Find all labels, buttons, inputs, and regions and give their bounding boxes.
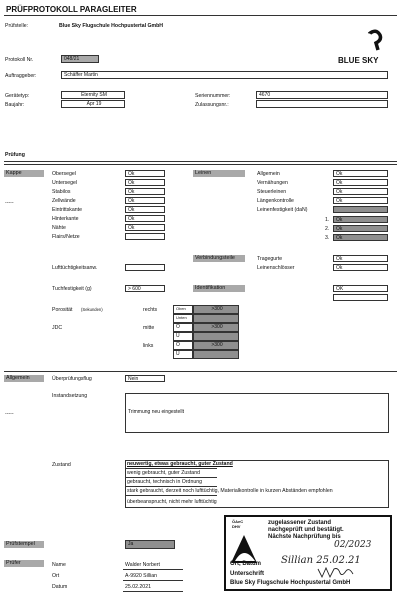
leinen-item-label: Vernähungen bbox=[257, 180, 288, 186]
leinen-item-value: Ok bbox=[333, 188, 388, 195]
pruefstempel-section: Prüfstempel bbox=[4, 541, 44, 548]
leinen-item-value: Ok bbox=[333, 170, 388, 177]
allgemein-section: Allgemein bbox=[4, 375, 44, 382]
por-value-empty bbox=[193, 350, 239, 359]
stamp-line1: zugelassener Zustand bbox=[268, 520, 332, 526]
leinenfestigkeit-value: Ok bbox=[333, 234, 388, 241]
oeac-label: ÖAeC bbox=[232, 519, 244, 524]
approval-stamp bbox=[224, 515, 392, 591]
kappe-item-label: Stabilos bbox=[52, 189, 71, 195]
baujahr-value: Apr 19 bbox=[61, 100, 125, 108]
seriennummer-value: 4670 bbox=[256, 91, 388, 99]
lufttuechtigkeit-value bbox=[125, 264, 165, 271]
stamp-line2: nachgeprüft und bestätigt. bbox=[268, 527, 344, 533]
por-u: U bbox=[173, 350, 193, 359]
por-value: >300 bbox=[193, 323, 239, 332]
pos-mitte: mitte bbox=[143, 325, 155, 331]
pos-rechts: rechts bbox=[143, 307, 158, 313]
protokoll-label: Protokoll Nr. bbox=[5, 57, 34, 63]
zustand-label: Zustand bbox=[52, 462, 71, 468]
leinen-item-label: Längenkontrolle bbox=[257, 198, 294, 204]
pruefer-ort-value: A-9920 Sillian bbox=[125, 573, 158, 579]
seriennummer-label: Seriennummer: bbox=[195, 93, 231, 99]
stamp-footer: Blue Sky Flugschule Hochpustertal GmbH bbox=[230, 580, 351, 586]
pruefer-datum-value: 25.02.2021 bbox=[125, 584, 151, 590]
pruefer-name-label: Name bbox=[52, 562, 66, 568]
dhv-label: DHV bbox=[232, 524, 241, 529]
kappe-item-value: Ok bbox=[125, 170, 165, 177]
instandsetzung-label: Instandsetzung bbox=[52, 393, 88, 399]
leinen-item-label: Steuerleinen bbox=[257, 189, 287, 195]
kappe-item-label: Nähte bbox=[52, 225, 66, 231]
oeac-seal-icon bbox=[229, 531, 259, 565]
ueberpruefungsflug-label: Überprüfungsflug bbox=[52, 376, 92, 382]
baujahr-label: Baujahr: bbox=[5, 102, 25, 108]
leinenschloesser-label: Leinenschlösser bbox=[257, 265, 295, 271]
leinen-item-value: Ok bbox=[333, 179, 388, 186]
leinen-item-value: Ok bbox=[333, 197, 388, 204]
geraetetyp-label: Gerätetyp: bbox=[5, 93, 30, 99]
pruefstelle-label: Prüfstelle: bbox=[5, 23, 29, 29]
instandsetzung-value: Trimmung neu eingestellt bbox=[125, 393, 389, 433]
porositaet-label: Porosität bbox=[52, 307, 73, 313]
kappe-item-value bbox=[125, 233, 165, 240]
page-title: PRÜFPROTOKOLL PARAGLEITER bbox=[6, 5, 137, 14]
kappe-item-label: Flairs/Netze bbox=[52, 234, 80, 240]
leinenfestigkeit-label: Leinenfestigkeit (daN) bbox=[257, 207, 308, 213]
leinenfestigkeit-num: 2. bbox=[325, 226, 330, 232]
protokoll-value: 048/21 bbox=[61, 55, 99, 63]
geraetetyp-value: Eternity SM bbox=[61, 91, 125, 99]
leinenfestigkeit-num: 3. bbox=[325, 235, 330, 241]
kappe-section: Kappe bbox=[4, 170, 44, 177]
por-o: O bbox=[173, 323, 193, 332]
instandsetzung-dash: ----- bbox=[5, 411, 14, 417]
porositaet-unit: (Sekunden) bbox=[81, 307, 103, 312]
pos-links: links bbox=[143, 343, 154, 349]
next-check-date: 02/2023 bbox=[334, 540, 372, 550]
stamp-line3: Nächste Nachprüfung bis bbox=[268, 534, 341, 540]
ueberpruefungsflug-value: Nein bbox=[125, 375, 165, 382]
por-u: Unten bbox=[173, 314, 193, 323]
kappe-item-label: Obersegel bbox=[52, 171, 76, 177]
pruefer-name-value: Walder Norbert bbox=[125, 562, 160, 568]
blue-sky-logo bbox=[336, 26, 392, 66]
ort-datum-handwritten: Sillian 25.02.21 bbox=[281, 555, 361, 566]
zustand-option-selected: neuwertig, etwas gebraucht, guter Zustand bbox=[127, 461, 233, 467]
tragegurte-label: Tragegurte bbox=[257, 256, 283, 262]
kappe-item-value: Ok bbox=[125, 224, 165, 231]
leinenfestigkeit-header bbox=[333, 206, 388, 213]
zustand-option: wenig gebraucht, guter Zustand bbox=[127, 470, 200, 476]
por-o: O bbox=[173, 341, 193, 350]
por-value-empty bbox=[193, 332, 239, 341]
pruefer-section: Prüfer bbox=[4, 560, 44, 567]
leinenfestigkeit-value: Ok bbox=[333, 216, 388, 223]
kappe-item-value: Ok bbox=[125, 197, 165, 204]
kappe-item-label: Eintrittskante bbox=[52, 207, 82, 213]
zustand-option: überbeansprucht, nicht mehr lufttüchtig bbox=[127, 499, 217, 505]
por-value-empty bbox=[193, 314, 239, 323]
leinenfestigkeit-num: 1. bbox=[325, 217, 330, 223]
kappe-item-value: Ok bbox=[125, 179, 165, 186]
pruefstelle-value: Blue Sky Flugschule Hochpustertal GmbH bbox=[59, 23, 164, 29]
pruefung-heading: Prüfung bbox=[5, 152, 25, 158]
leinen-item-label: Allgemein bbox=[257, 171, 280, 177]
auftraggeber-label: Auftraggeber: bbox=[5, 73, 37, 79]
zustand-option: gebraucht, technisch in Ordnung bbox=[127, 479, 202, 485]
ort-datum-label: Ort, Datum bbox=[230, 561, 262, 567]
verbindungsteile-section: Verbindungsteile bbox=[193, 255, 245, 262]
kappe-item-label: Zellwände bbox=[52, 198, 76, 204]
leinenfestigkeit-value: Ok bbox=[333, 225, 388, 232]
lufttuechtigkeit-label: Lufttüchtigkeitsanw. bbox=[52, 265, 98, 271]
tuchfestigkeit-label: Tuchfestigkeit (g) bbox=[52, 286, 92, 292]
leinenschloesser-value: Ok bbox=[333, 264, 388, 271]
por-u: U bbox=[173, 332, 193, 341]
zustand-option: stark gebraucht, derzeit noch lufttüchtig, Materialkontrolle in kurzen Abständen empfohlen bbox=[127, 488, 333, 494]
por-value: >300 bbox=[193, 341, 239, 350]
zulassungsnr-value bbox=[256, 100, 388, 108]
kappe-item-value: Ok bbox=[125, 206, 165, 213]
identifikation-section: Identifikation bbox=[193, 285, 245, 292]
pruefer-datum-label: Datum bbox=[52, 584, 68, 590]
kappe-item-label: Untersegel bbox=[52, 180, 78, 186]
tragegurte-value: Ok bbox=[333, 255, 388, 262]
kappe-item-label: Hinterkante bbox=[52, 216, 79, 222]
kappe-item-value: Ok bbox=[125, 188, 165, 195]
pruefstempel-value: Ja bbox=[125, 540, 175, 549]
identifikation-value: OK bbox=[333, 285, 388, 292]
logo-text: BLUE SKY bbox=[338, 56, 379, 65]
auftraggeber-value: Schäffer Martin bbox=[61, 71, 388, 79]
por-o: Oben bbox=[173, 305, 193, 314]
jdc-label: JDC bbox=[52, 325, 63, 331]
tuchfestigkeit-value: > 600 bbox=[125, 285, 165, 292]
kappe-dash: ----- bbox=[5, 200, 14, 206]
kappe-item-value: Ok bbox=[125, 215, 165, 222]
leinen-section: Leinen bbox=[193, 170, 245, 177]
zulassungsnr-label: Zulassungsnr.: bbox=[195, 102, 229, 108]
unterschrift-label: Unterschrift bbox=[230, 571, 265, 577]
signature bbox=[316, 565, 356, 579]
pruefer-ort-label: Ort bbox=[52, 573, 60, 579]
identifikation-extra bbox=[333, 294, 388, 301]
por-value: >300 bbox=[193, 305, 239, 314]
